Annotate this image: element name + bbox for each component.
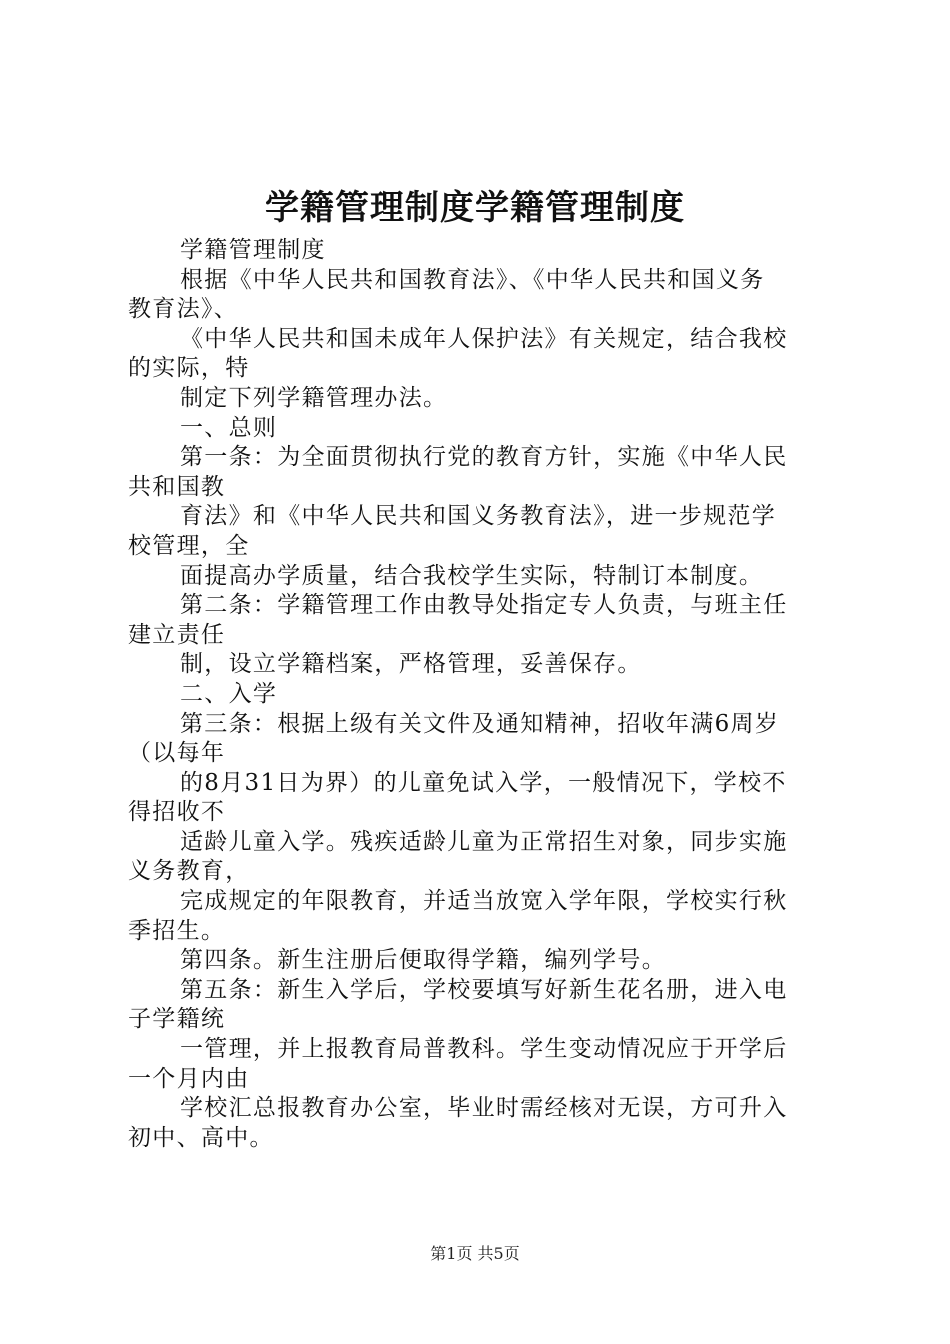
paragraph-line: 建立责任 xyxy=(128,621,226,648)
paragraph-line: 学籍管理制度 xyxy=(180,237,326,263)
paragraph-line: 季招生。 xyxy=(128,917,226,944)
paragraph-line: 第三条：根据上级有关文件及通知精神，招收年满6周岁 xyxy=(180,710,780,737)
paragraph-line: 适龄儿童入学。残疾适龄儿童为正常招生对象，同步实施 xyxy=(180,828,788,855)
section-heading: 二、入学 xyxy=(180,680,278,707)
paragraph-line: 学校汇总报教育办公室，毕业时需经核对无误，方可升入 xyxy=(180,1095,788,1122)
paragraph-line: 制，设立学籍档案，严格管理，妥善保存。 xyxy=(180,651,642,678)
document-body xyxy=(128,236,836,1153)
paragraph-line: 得招收不 xyxy=(128,799,226,826)
document-title: 学籍管理制度学籍管理制度 xyxy=(265,188,685,228)
paragraph-line: 完成规定的年限教育，并适当放宽入学年限，学校实行秋 xyxy=(180,888,788,915)
paragraph-line: 初中、高中。 xyxy=(128,1124,274,1151)
paragraph-line: 第一条：为全面贯彻执行党的教育方针，实施《中华人民 xyxy=(180,444,788,471)
section-heading: 一、总则 xyxy=(180,414,278,441)
paragraph-line: 的8月31日为界）的儿童免试入学，一般情况下，学校不 xyxy=(180,769,787,796)
paragraph-line: 制定下列学籍管理办法。 xyxy=(180,384,448,411)
paragraph-line: 育法》和《中华人民共和国义务教育法》，进一步规范学 xyxy=(180,503,776,530)
paragraph-line: 子学籍统 xyxy=(128,1006,226,1033)
paragraph-line: 第五条：新生入学后，学校要填写好新生花名册，进入电 xyxy=(180,976,788,1003)
paragraph-line: 《中华人民共和国未成年人保护法》有关规定，结合我校 xyxy=(180,325,788,352)
paragraph-line: 校管理，全 xyxy=(128,532,250,559)
page-footer: 第1页 共5页 xyxy=(430,1244,520,1263)
paragraph-line: 第二条：学籍管理工作由教导处指定专人负责，与班主任 xyxy=(180,592,788,619)
paragraph-line: 第四条。新生注册后便取得学籍，编列学号。 xyxy=(180,947,666,974)
paragraph-line: 面提高办学质量，结合我校学生实际，特制订本制度。 xyxy=(180,562,764,589)
paragraph-line: 根据《中华人民共和国教育法》、《中华人民共和国义务 xyxy=(180,266,765,293)
paragraph-line: 的实际，特 xyxy=(128,355,250,382)
paragraph-line: 一个月内由 xyxy=(128,1065,250,1092)
paragraph-line: 义务教育， xyxy=(128,858,250,885)
paragraph-line: 一管理，并上报教育局普教科。学生变动情况应于开学后 xyxy=(180,1036,788,1063)
paragraph-line: （以每年 xyxy=(128,740,226,767)
paragraph-line: 共和国教 xyxy=(128,473,226,500)
paragraph-line: 教育法》、 xyxy=(128,296,238,323)
